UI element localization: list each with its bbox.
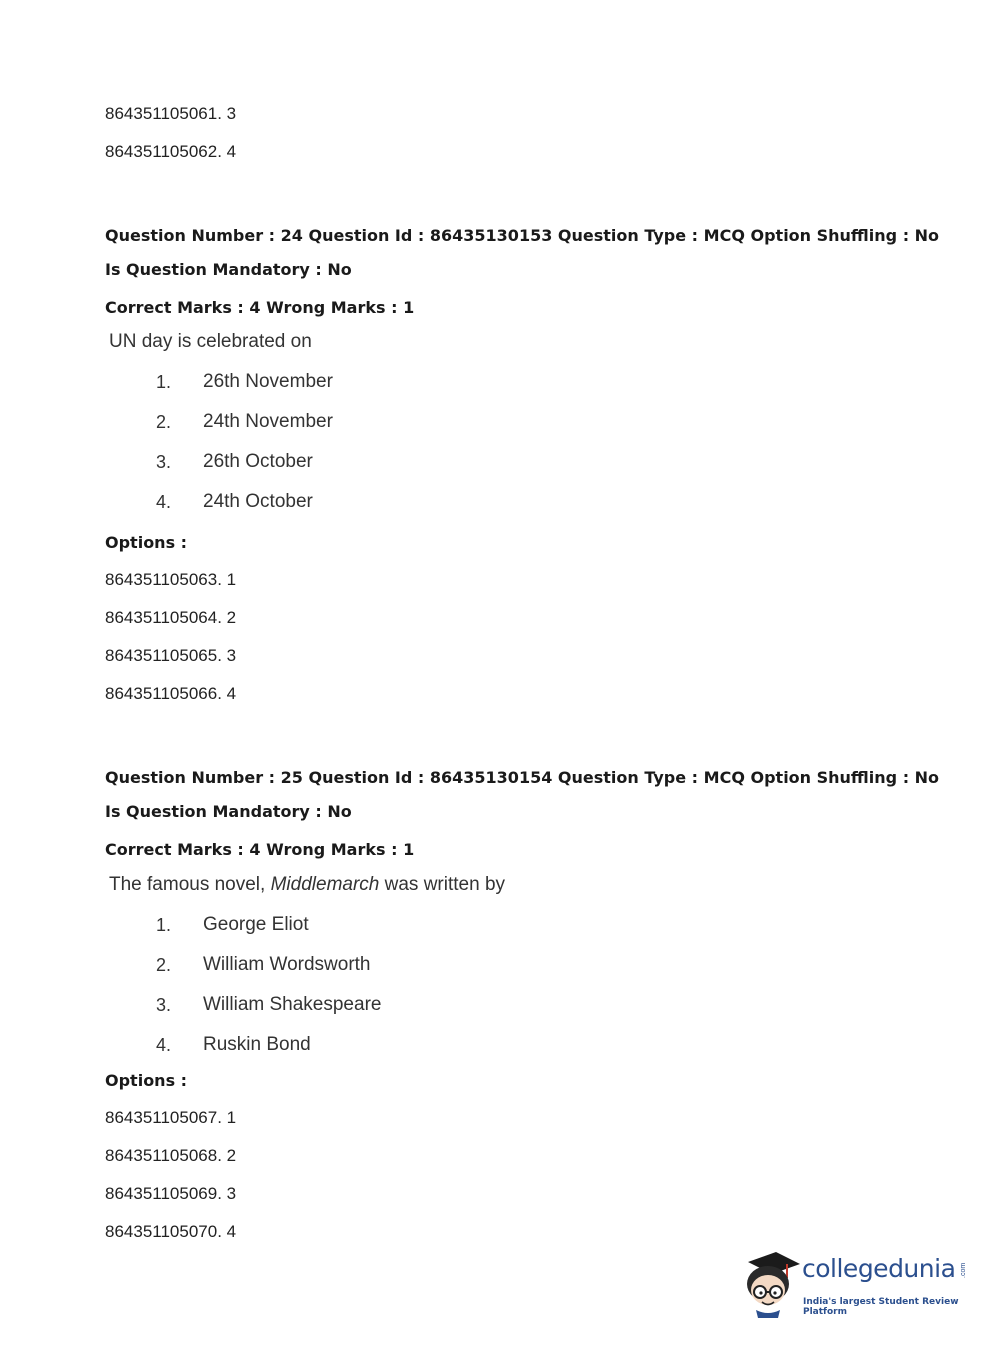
q25-meta-line: Question Number : 25 Question Id : 86435130154 Question Type : MCQ Option Shuffling : No (105, 768, 940, 787)
q24-choice-2-text: 24th November (203, 411, 333, 432)
brand-name: collegedunia (802, 1254, 956, 1283)
q25-options-label: Options : (105, 1071, 188, 1090)
q24-options-label: Options : (105, 533, 188, 552)
q24-choice-4-number: 4. (156, 492, 172, 512)
prev-option-2: 864351105062. 4 (105, 142, 237, 161)
q25-question-italic: Middlemarch (270, 874, 380, 895)
q25-choice-1-number: 1. (156, 915, 172, 935)
q24-option-3: 864351105065. 3 (105, 646, 237, 665)
q25-question-text (109, 874, 505, 896)
q24-question-text: UN day is celebrated on (109, 331, 312, 352)
q25-choice-2-number: 2. (156, 955, 172, 975)
q24-choice-4-text: 24th October (203, 491, 313, 512)
q24-mandatory: Is Question Mandatory : No (105, 260, 352, 279)
q25-choice-3-text: William Shakespeare (203, 994, 382, 1015)
q24-choice-3-text: 26th October (203, 451, 313, 472)
q25-choice-1-text: George Eliot (203, 914, 309, 935)
q25-mandatory: Is Question Mandatory : No (105, 802, 352, 821)
q25-choice-3-number: 3. (156, 995, 172, 1015)
q24-choice-1-text: 26th November (203, 371, 333, 392)
brand-dotcom: .com (960, 1262, 967, 1278)
q24-choice-1-number: 1. (156, 372, 172, 392)
q24-choice-3-number: 3. (156, 452, 172, 472)
q24-marks: Correct Marks : 4 Wrong Marks : 1 (105, 298, 415, 317)
q25-question-before: The famous novel, (109, 874, 271, 895)
q25-choice-4-number: 4. (156, 1035, 172, 1055)
q25-option-2: 864351105068. 2 (105, 1146, 237, 1165)
q25-question-after: was written by (379, 874, 506, 895)
collegedunia-logo[interactable] (742, 1246, 972, 1318)
q25-option-1: 864351105067. 1 (105, 1108, 237, 1127)
mascot-icon (742, 1246, 802, 1318)
q25-option-4: 864351105070. 4 (105, 1222, 237, 1241)
q25-choice-4-text: Ruskin Bond (203, 1034, 311, 1055)
prev-option-1: 864351105061. 3 (105, 104, 237, 123)
q24-choice-2-number: 2. (156, 412, 172, 432)
q25-option-3: 864351105069. 3 (105, 1184, 237, 1203)
q24-option-2: 864351105064. 2 (105, 608, 237, 627)
q25-choice-2-text: William Wordsworth (203, 954, 371, 975)
q24-meta-line: Question Number : 24 Question Id : 86435130153 Question Type : MCQ Option Shuffling : No (105, 226, 940, 245)
q24-option-1: 864351105063. 1 (105, 570, 237, 589)
brand-tagline: India's largest Student Review Platform (803, 1297, 959, 1317)
q25-marks: Correct Marks : 4 Wrong Marks : 1 (105, 840, 415, 859)
q24-option-4: 864351105066. 4 (105, 684, 237, 703)
